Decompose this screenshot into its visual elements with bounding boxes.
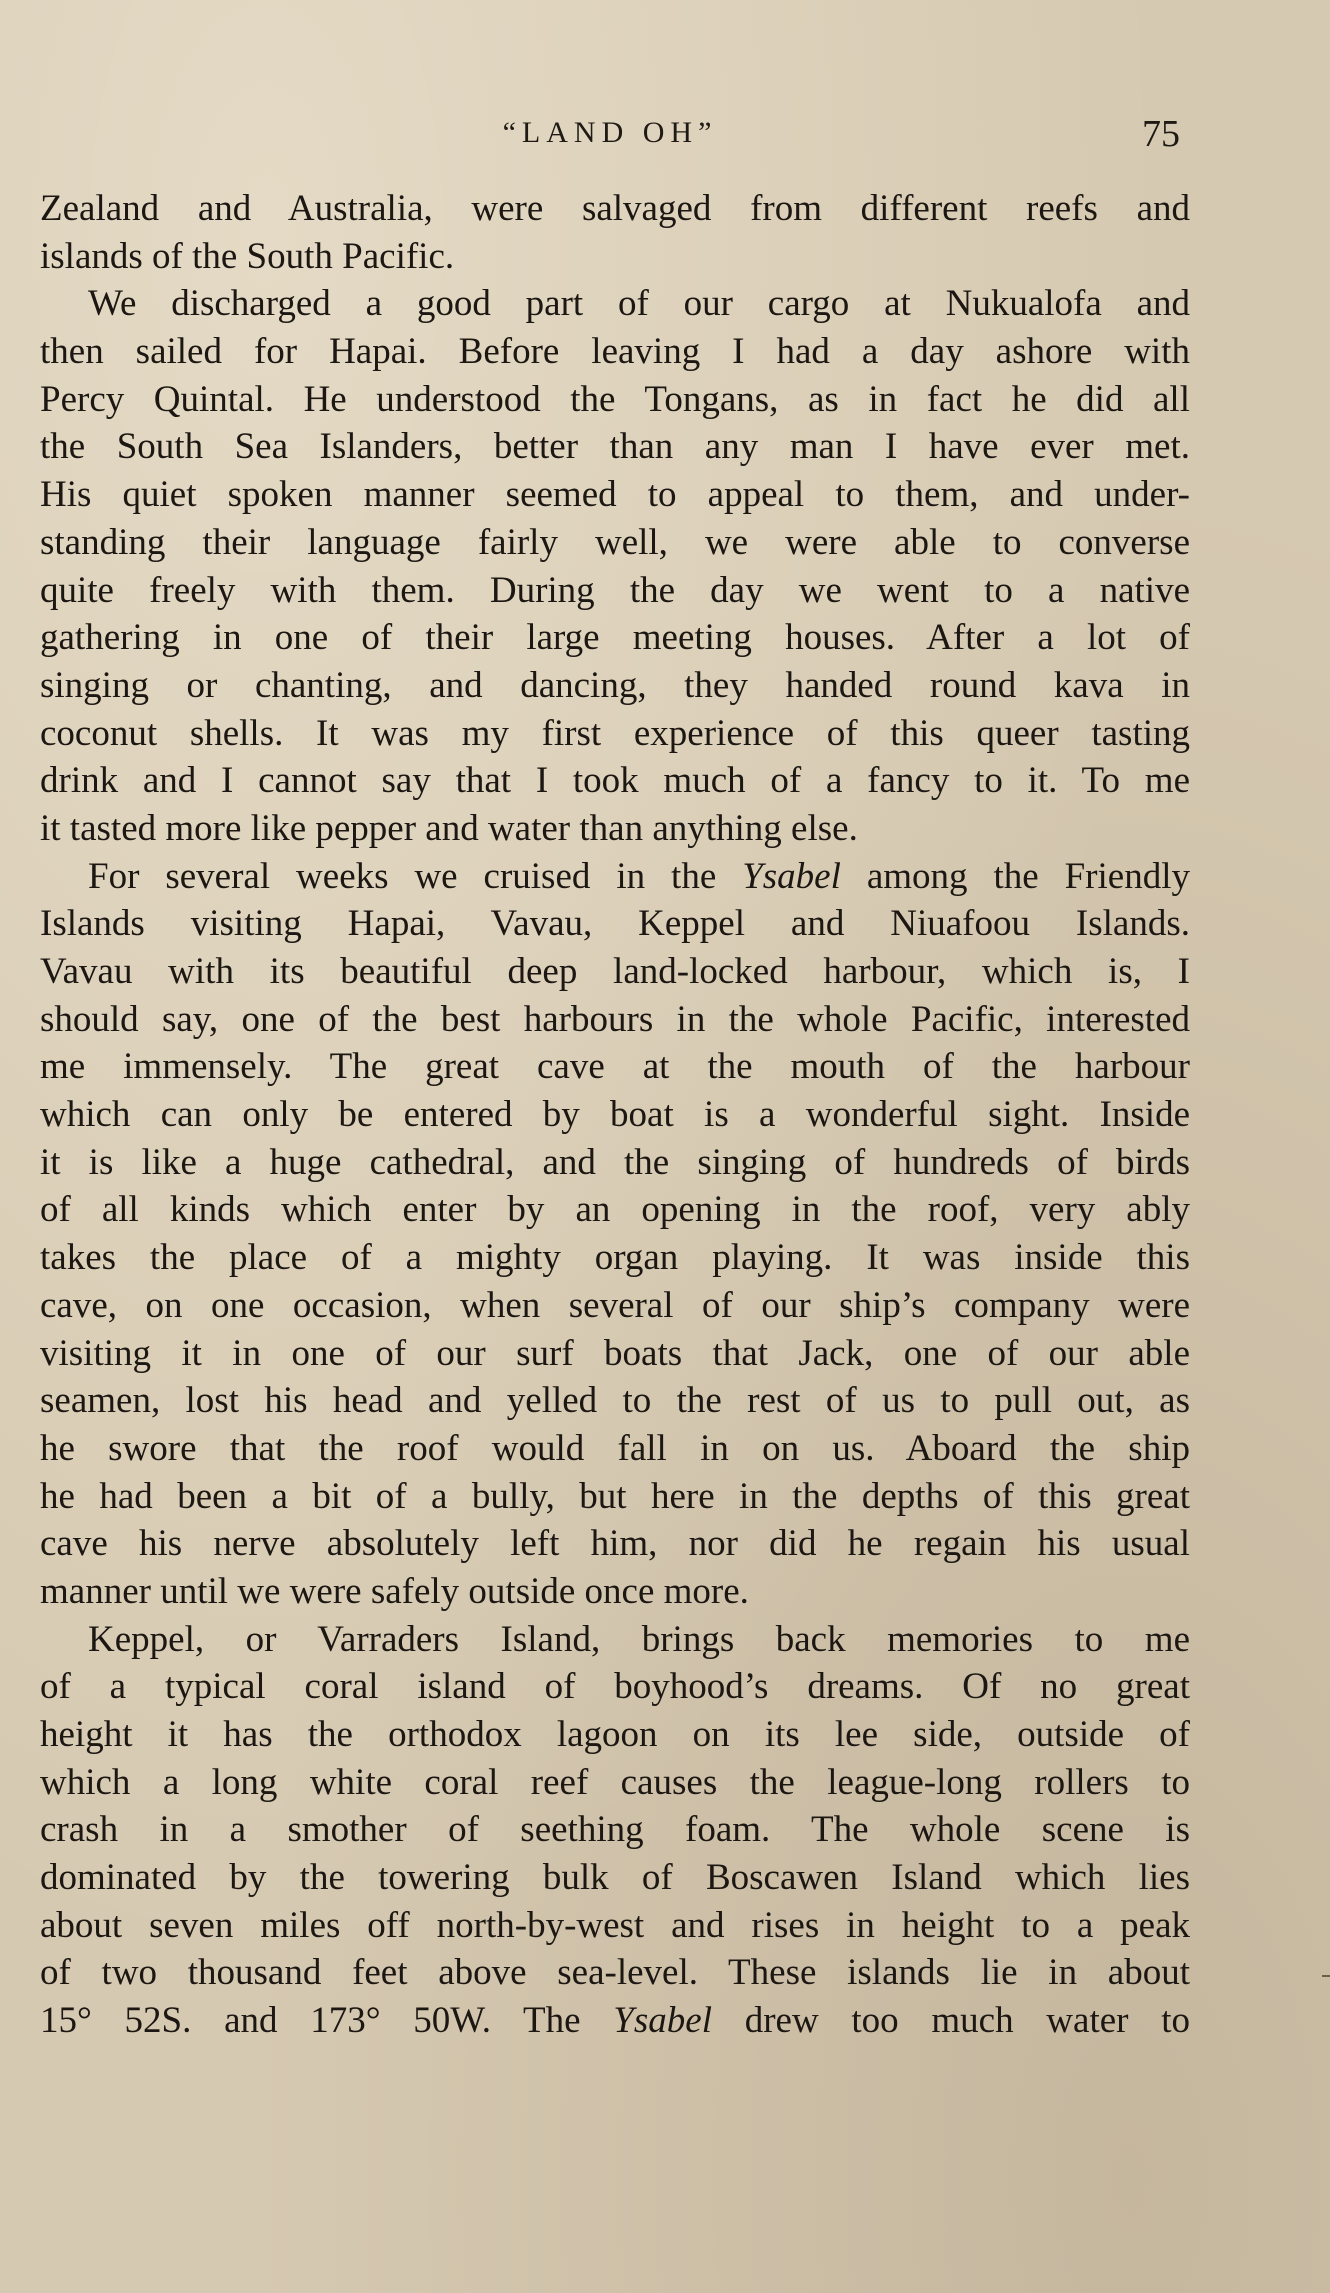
text-run: drew too much water to	[711, 2000, 1190, 2042]
text-run: among the Friendly	[840, 855, 1190, 897]
text-line: the South Sea Islanders, better than any man I have ever met.	[40, 426, 1190, 468]
text-line: of two thousand feet above sea-level. These islands lie in about	[40, 1952, 1190, 1994]
text-line: cave, on one occasion, when several of our ship’s company were	[40, 1284, 1190, 1326]
text-line: manner until we were safely outside once more.	[40, 1570, 749, 1612]
text-line: takes the place of a mighty organ playing. It was inside this	[40, 1237, 1190, 1279]
page-number: 75	[1142, 113, 1180, 155]
text-line: then sailed for Hapai. Before leaving I had a day ashore with	[40, 331, 1190, 373]
text-line: standing their language fairly well, we were able to converse	[40, 521, 1190, 563]
text-line: Islands visiting Hapai, Vavau, Keppel and Niuafoou Islands.	[40, 903, 1190, 945]
text-line: me immensely. The great cave at the mouth of the harbour	[40, 1046, 1190, 1088]
text-line: Percy Quintal. He understood the Tongans, as in fact he did all	[40, 378, 1190, 420]
text-line: islands of the South Pacific.	[40, 235, 455, 277]
text-run: For several weeks we cruised in the	[88, 855, 743, 897]
text-line: quite freely with them. During the day we went to a native	[40, 569, 1190, 611]
text-run: 15° 52S. and 173° 50W. The	[40, 2000, 614, 2042]
text-line: His quiet spoken manner seemed to appeal to them, and under-	[40, 474, 1190, 516]
text-line: which a long white coral reef causes the league-long rollers to	[40, 1761, 1190, 1803]
ship-name-italic: Ysabel	[613, 2000, 712, 2042]
running-title: “LAND OH”	[502, 116, 718, 149]
paragraph-first-line	[40, 853, 1190, 901]
text-line: which can only be entered by boat is a wonderful sight. Inside	[40, 1094, 1190, 1136]
text-line: of a typical coral island of boyhood’s dreams. Of no great	[40, 1666, 1190, 1708]
text-line: Vavau with its beautiful deep land-locked harbour, which is, I	[40, 951, 1190, 992]
text-line: height it has the orthodox lagoon on its lee side, outside of	[40, 1714, 1190, 1755]
text-line: cave his nerve absolutely left him, nor did he regain his usual	[40, 1523, 1190, 1565]
ship-name-italic: Ysabel	[742, 855, 841, 897]
text-line: dominated by the towering bulk of Boscawen Island which lies	[40, 1857, 1190, 1899]
text-line: gathering in one of their large meeting houses. After a lot of	[40, 617, 1190, 659]
text-line: visiting it in one of our surf boats that Jack, one of our able	[40, 1332, 1190, 1374]
text-line: it tasted more like pepper and water than anything else.	[40, 807, 858, 849]
text-line	[40, 1997, 1190, 2045]
text-line: singing or chanting, and dancing, they handed round kava in	[40, 664, 1190, 706]
running-head	[40, 108, 1180, 168]
text-line: he had been a bit of a bully, but here in the depths of this great	[40, 1475, 1190, 1517]
page-edge-mark	[1322, 1975, 1330, 1977]
text-line: of all kinds which enter by an opening in the roof, very ably	[40, 1189, 1190, 1231]
text-line: seamen, lost his head and yelled to the rest of us to pull out, as	[40, 1380, 1190, 1422]
paragraph-first-line: Keppel, or Varraders Island, brings back memories to me	[88, 1618, 1190, 1660]
text-line: should say, one of the best harbours in the whole Pacific, interested	[40, 998, 1190, 1040]
text-line: drink and I cannot say that I took much of a fancy to it. To me	[40, 760, 1190, 802]
text-line: he swore that the roof would fall in on us. Aboard the ship	[40, 1427, 1190, 1469]
text-line: it is like a huge cathedral, and the singing of hundreds of birds	[40, 1141, 1190, 1183]
body-text	[40, 185, 1190, 2045]
text-line: Zealand and Australia, were salvaged from different reefs and	[40, 188, 1190, 229]
text-line: coconut shells. It was my first experience of this queer tasting	[40, 712, 1190, 754]
text-line: about seven miles off north-by-west and rises in height to a peak	[40, 1904, 1190, 1946]
text-line: crash in a smother of seething foam. The whole scene is	[40, 1809, 1190, 1851]
paragraph-first-line: We discharged a good part of our cargo at Nukualofa and	[88, 283, 1190, 325]
